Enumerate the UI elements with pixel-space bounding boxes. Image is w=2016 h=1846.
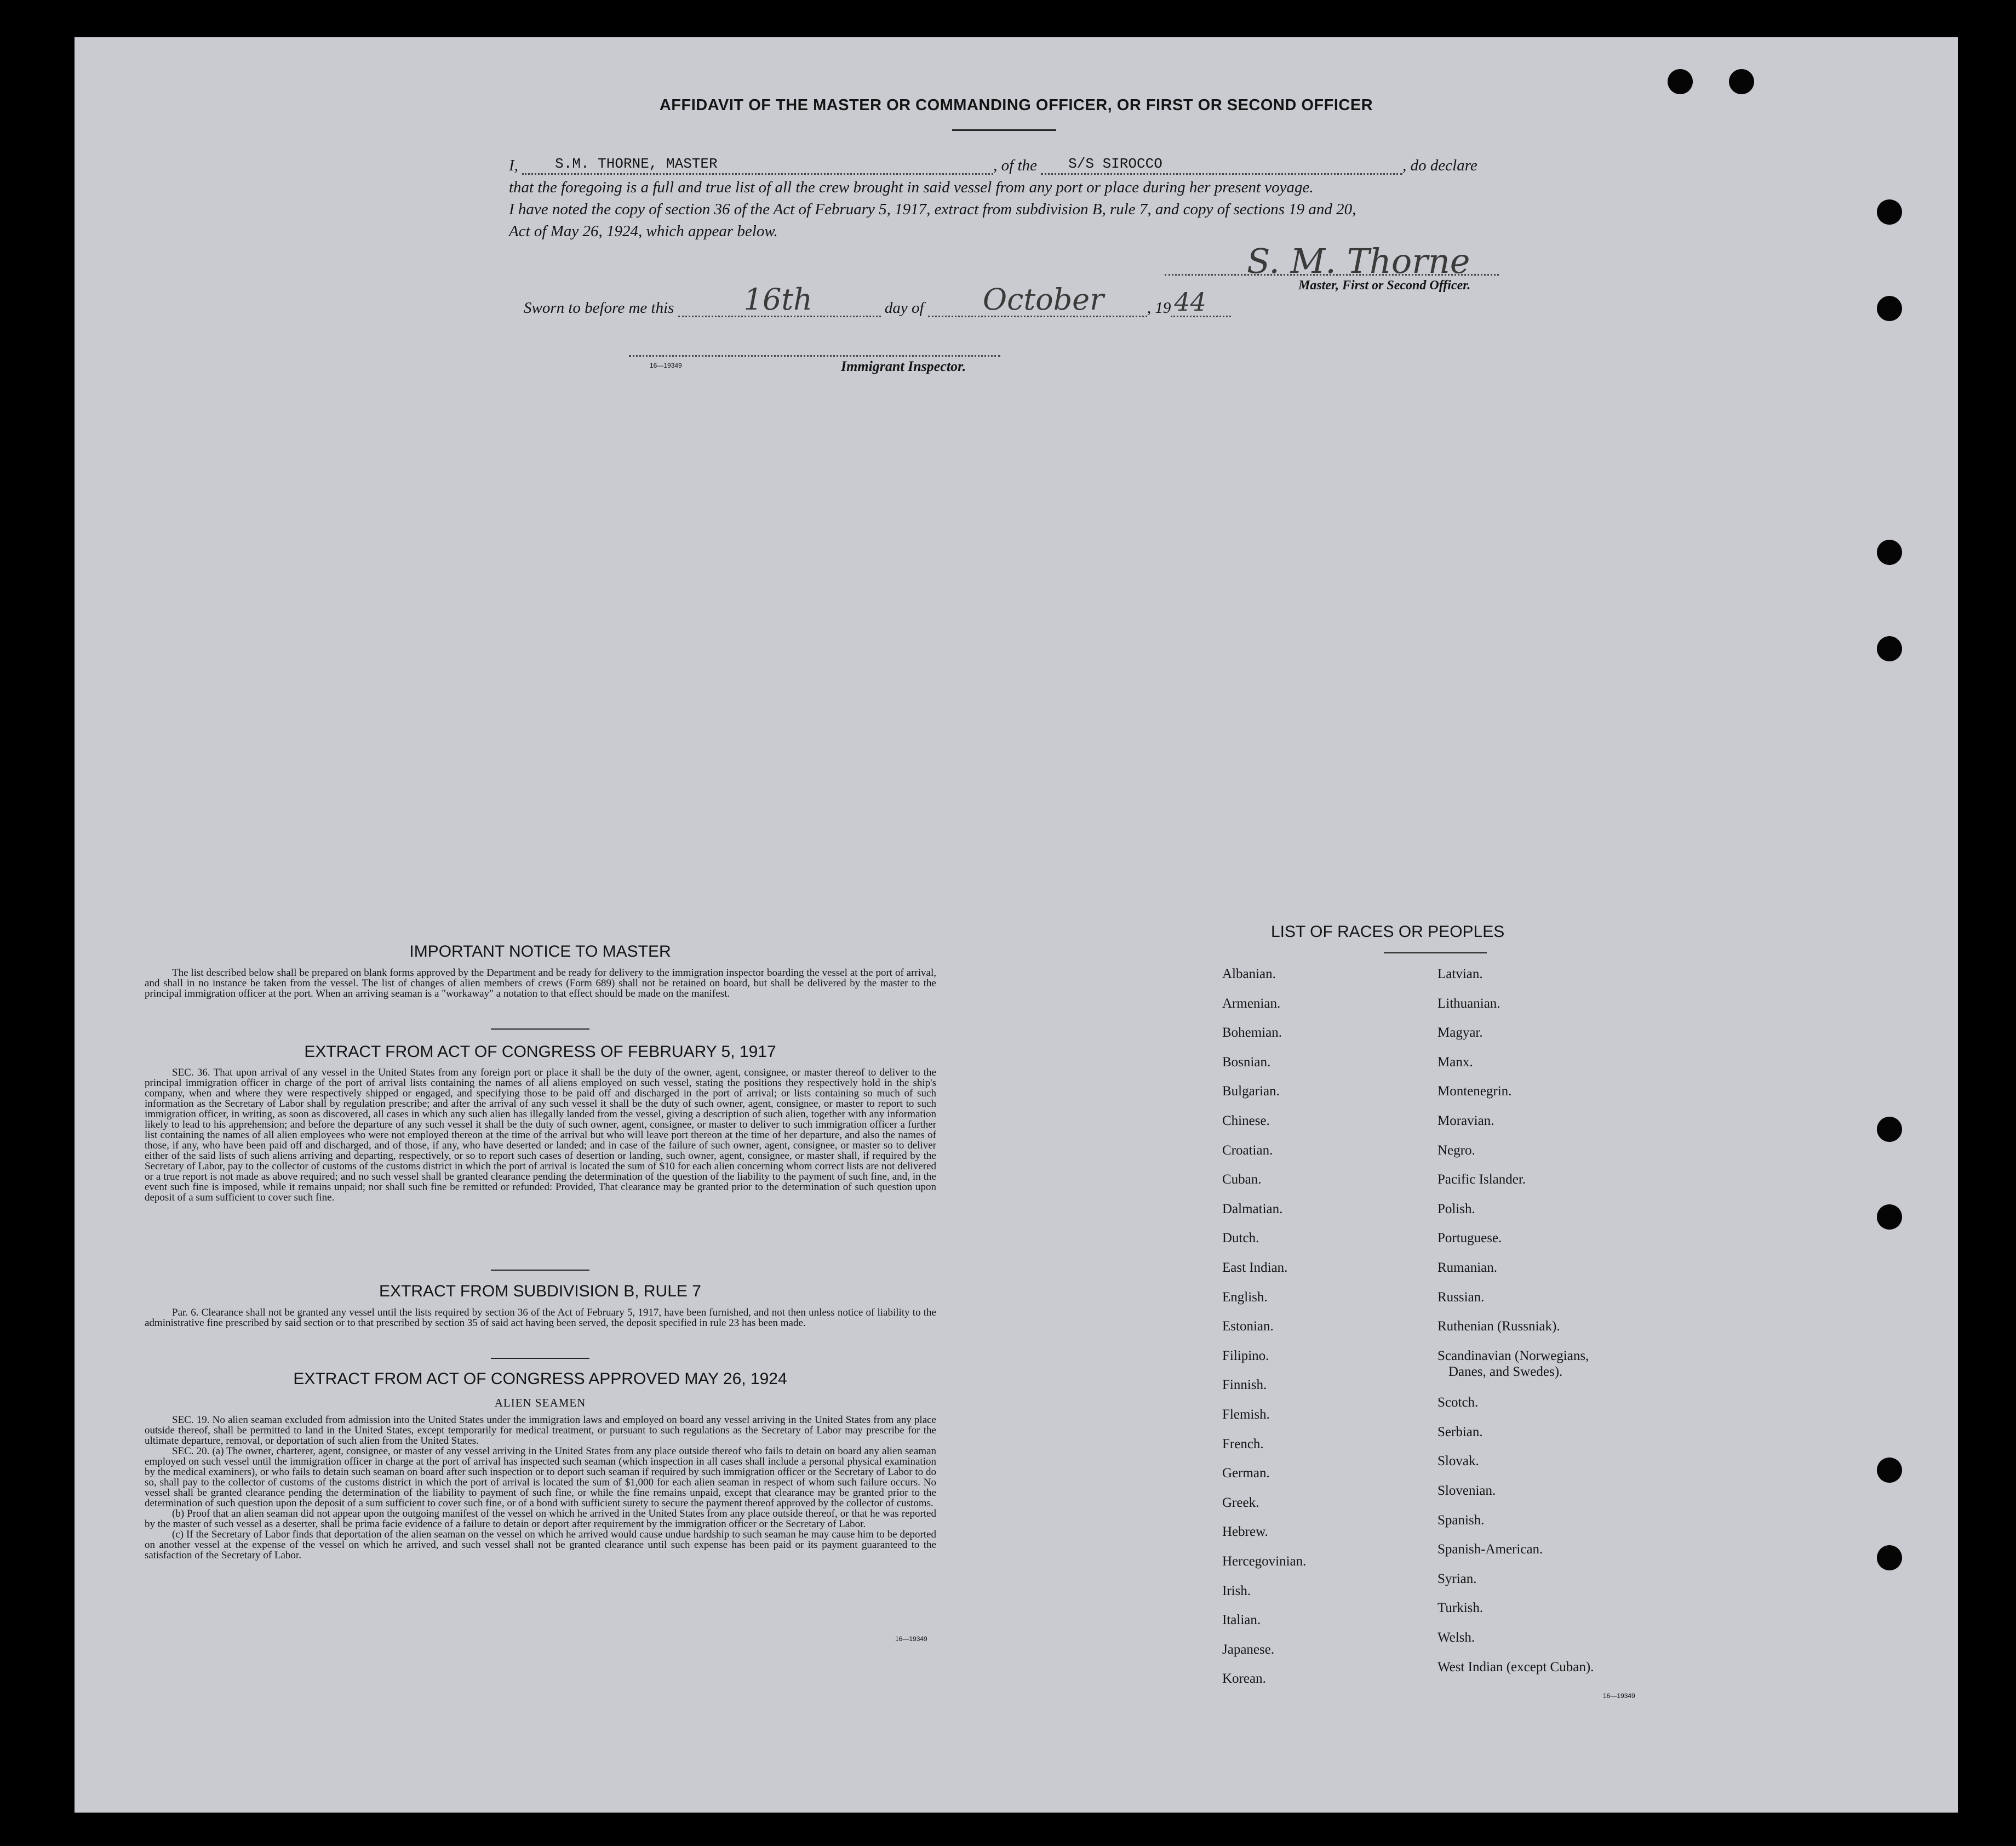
- race-item: Dalmatian.: [1222, 1202, 1283, 1216]
- year-prefix: , 19: [1147, 299, 1171, 317]
- race-item: Scotch.: [1437, 1395, 1479, 1410]
- signature-caption: Master, First or Second Officer.: [1298, 278, 1471, 293]
- race-item: Magyar.: [1437, 1025, 1483, 1040]
- extract-rule7-divider: [491, 1358, 589, 1359]
- punch-hole: [1729, 69, 1754, 94]
- punch-hole: [1877, 296, 1902, 321]
- affidavit-line-3: I have noted the copy of section 36 of the Act of February 5, 1917, extract from subdivision B, rule 7, and copy of sections 19 and 20,: [509, 201, 1356, 218]
- extract-1924-title: EXTRACT FROM ACT OF CONGRESS APPROVED MAY 26, 1924: [293, 1370, 787, 1388]
- sworn-day: 16th: [743, 282, 812, 317]
- race-item: Latvian.: [1437, 967, 1483, 981]
- races-title: LIST OF RACES OR PEOPLES: [1271, 923, 1505, 941]
- race-item: Chinese.: [1222, 1113, 1270, 1128]
- sworn-day-field: [678, 282, 881, 317]
- race-item: Spanish-American.: [1437, 1542, 1543, 1557]
- races-divider: [1384, 952, 1487, 953]
- punch-hole: [1877, 540, 1902, 565]
- race-item: Slovak.: [1437, 1454, 1479, 1468]
- sworn-line: [524, 282, 1231, 317]
- punch-hole: [1877, 1117, 1902, 1142]
- race-item: Cuban.: [1222, 1172, 1262, 1187]
- race-item: Welsh.: [1437, 1630, 1475, 1645]
- race-item: Finnish.: [1222, 1378, 1267, 1392]
- year-field: [1171, 287, 1231, 317]
- line1-suffix: , do declare: [1402, 157, 1477, 174]
- race-item: Italian.: [1222, 1613, 1261, 1627]
- extract-form-number: 16—19349: [895, 1635, 927, 1643]
- sec20c-paragraph: (c) If the Secretary of Labor finds that deportation of the alien seaman on the vessel on which he arrived would cause undue hardship to such seaman he may cause him to be deported on another vessel at the expense of the vessel on which he arrived, and such vessel shall not be granted clearance until such expense has been paid or its payment guaranteed to the satisfaction of the Secretary of Labor.: [145, 1529, 936, 1561]
- extract-rule7-paragraph: Par. 6. Clearance shall not be granted any vessel until the lists required by section 36 of the Act of February 5, 1917, have been furnished, and not then unless notice of liability to the administrative fine prescribed by said section or to that prescribed by section 35 of said act having been served, the deposit specified in rule 23 has been made.: [145, 1307, 936, 1329]
- race-item: Filipino.: [1222, 1348, 1269, 1363]
- extract-rule7-title: EXTRACT FROM SUBDIVISION B, RULE 7: [379, 1282, 701, 1300]
- extract-1917-text: [145, 1067, 936, 1203]
- race-item: Rumanian.: [1437, 1260, 1498, 1275]
- race-item: Scandinavian (Norwegians,: [1437, 1348, 1589, 1363]
- race-item: English.: [1222, 1290, 1268, 1305]
- race-item: Albanian.: [1222, 967, 1276, 981]
- notice-title: IMPORTANT NOTICE TO MASTER: [409, 942, 671, 961]
- sworn-year: 44: [1174, 287, 1206, 317]
- race-item: French.: [1222, 1437, 1264, 1451]
- race-item: Negro.: [1437, 1143, 1475, 1158]
- affidavit-form-number: 16—19349: [650, 362, 682, 369]
- race-item: Korean.: [1222, 1671, 1266, 1686]
- race-item: Moravian.: [1437, 1113, 1494, 1128]
- title-divider: [952, 129, 1056, 131]
- race-item: Irish.: [1222, 1584, 1251, 1598]
- notice-text: [145, 968, 936, 999]
- affidavit-line-1: [509, 157, 1477, 175]
- race-item: Montenegrin.: [1437, 1084, 1512, 1099]
- race-item: Turkish.: [1437, 1601, 1484, 1615]
- affidavit-title: AFFIDAVIT OF THE MASTER OR COMMANDING OFFICER, OR FIRST OR SECOND OFFICER: [659, 96, 1373, 114]
- race-item: Danes, and Swedes).: [1448, 1364, 1563, 1379]
- sec20b-paragraph: (b) Proof that an alien seaman did not appear upon the outgoing manifest of the vessel on which he arrived in the United States from any place outside thereof, or that he was reported by the master of such vessel as a deserter, shall be prima facie evidence of a failure to detain or deport after requirement by the immigration officer or the Secretary of Labor.: [145, 1508, 936, 1530]
- extract-1924-text: [145, 1415, 936, 1561]
- race-item: Bulgarian.: [1222, 1084, 1280, 1099]
- race-item: Armenian.: [1222, 996, 1281, 1011]
- extract-rule7-text: [145, 1307, 936, 1328]
- race-item: Lithuanian.: [1437, 996, 1500, 1011]
- sworn-month: October: [982, 282, 1104, 317]
- master-signature: S. M. Thorne: [1247, 241, 1470, 281]
- race-item: Japanese.: [1222, 1642, 1275, 1657]
- race-item: German.: [1222, 1466, 1270, 1481]
- extract-1924-subtitle: ALIEN SEAMEN: [494, 1396, 586, 1409]
- race-item: West Indian (except Cuban).: [1437, 1660, 1594, 1674]
- notice-divider: [491, 1028, 589, 1030]
- race-item: Syrian.: [1437, 1571, 1477, 1586]
- race-item: Bohemian.: [1222, 1025, 1282, 1040]
- form-sheet: [75, 37, 1958, 1813]
- race-item: Dutch.: [1222, 1231, 1259, 1245]
- race-item: Manx.: [1437, 1055, 1473, 1070]
- race-item: Ruthenian (Russniak).: [1437, 1319, 1560, 1334]
- extract-1917-divider: [491, 1270, 589, 1271]
- sec19-paragraph: SEC. 19. No alien seaman excluded from admission into the United States under the immigration laws and employed on board any vessel arriving in the United States from any place outside thereof, shall be permitted to land in the United States, except temporarily for medical treatment, or pursuant to such regulations as the Secretary of Labor may prescribe for the ultimate departure, removal, or deportation of such alien from the United States.: [145, 1414, 936, 1447]
- punch-hole: [1877, 636, 1902, 661]
- sec20a-paragraph: SEC. 20. (a) The owner, charterer, agent, consignee, or master of any vessel arriving in the United States from any place outside thereof who fails to detain on board any alien seaman employed on such vessel until the immigration officer in charge at the port of arrival has inspected such seaman (which inspection in all cases shall include a personal physical examination by the medical examiners), or who fails to detain such seaman on board after such inspection or to deport such seaman if required by such immigration officer or the Secretary of Labor to do so, shall pay to the collector of customs of the customs district in which the port of arrival is located the sum of $1,000 for each alien seaman in respect of whom such failure occurs. No vessel shall be granted clearance pending the determination of the liability to payment of such fine, or while the fine remains unpaid, except that clearance may be granted prior to the determination of such question upon the deposit of a sum sufficient to cover such fine, or of a bond with sufficient surety to secure the payment thereof approved by the collector of customs.: [145, 1445, 936, 1509]
- race-item: Greek.: [1222, 1495, 1259, 1510]
- punch-hole: [1668, 69, 1693, 94]
- day-of-label: day of: [884, 299, 924, 317]
- race-item: Slovenian.: [1437, 1483, 1496, 1498]
- punch-hole: [1877, 1545, 1902, 1570]
- race-item: Pacific Islander.: [1437, 1172, 1526, 1187]
- race-item: Croatian.: [1222, 1143, 1273, 1158]
- races-form-number: 16—19349: [1603, 1692, 1635, 1700]
- race-item: Polish.: [1437, 1202, 1475, 1216]
- notice-paragraph: The list described below shall be prepared on blank forms approved by the Department and be ready for delivery to the immigration inspector boarding the vessel at the port of arrival, and shall in no instance be taken from the vessel. The list of changes of alien members of crews (Form 689) shall not be retained on board, but shall be delivered by the master to the principal immigration officer at the port. When an arriving seaman is a "workaway" a notation to that effect should be made on the manifest.: [145, 967, 936, 999]
- race-item: Hebrew.: [1222, 1524, 1268, 1539]
- inspector-line: [629, 355, 1000, 357]
- vessel-name-field: [1041, 157, 1402, 175]
- line1-of: , of the: [993, 157, 1037, 174]
- race-item: Portuguese.: [1437, 1231, 1502, 1245]
- line1-prefix: I,: [509, 157, 518, 174]
- race-item: Flemish.: [1222, 1407, 1270, 1422]
- race-item: Russian.: [1437, 1290, 1485, 1305]
- master-name-field: [522, 157, 993, 175]
- punch-hole: [1877, 1204, 1902, 1230]
- vessel-name: S/S SIROCCO: [1068, 156, 1162, 172]
- master-name: S.M. THORNE, MASTER: [555, 156, 718, 172]
- race-item: Estonian.: [1222, 1319, 1274, 1334]
- race-item: East Indian.: [1222, 1260, 1288, 1275]
- race-item: Bosnian.: [1222, 1055, 1271, 1070]
- affidavit-line-2: that the foregoing is a full and true list of all the crew brought in said vessel from any port or place during her present voyage.: [509, 179, 1314, 196]
- sworn-month-field: [928, 282, 1147, 317]
- race-item: Spanish.: [1437, 1513, 1485, 1528]
- punch-hole: [1877, 199, 1902, 225]
- extract-1917-paragraph: SEC. 36. That upon arrival of any vessel in the United States from any foreign port or place it shall be the duty of the owner, agent, consignee, or master thereof to deliver to the principal immigration officer in charge of the port of arrival lists containing the names of all aliens employed on such vessel, stating the positions they respectively hold in the ship's company, when and where they were respectively shipped or engaged, and specifying those to be paid off and discharged in the port of arrival; or lists containing so much of such information as the Secretary of Labor shall by regulation prescribe; and after the arrival of any such vessel it shall be the duty of such owner, agent, consignee, or master to report to such immigration officer, in writing, as soon as discovered, all cases in which any such alien has illegally landed from the vessel, giving a description of such alien, together with any information likely to lead to his apprehension; and before the departure of any such vessel it shall be the duty of such owner, agent, consignee, or master to deliver to such immigration officer a further list containing the names of all alien employees who were not employed thereon at the time of the arrival but who will leave port thereon at the time of her departure, and also the names of those, if any, who have been paid off and discharged, and of those, if any, who have deserted or landed; and in case of the failure of such owner, agent, consignee, or master so to deliver either of the said lists of such aliens arriving and departing, respectively, or so to report such cases of desertion or landing, such owner, agent, consignee, or master shall, if required by the Secretary of Labor, pay to the collector of customs of the customs district in which the port of arrival is located the sum of $10 for each alien concerning whom correct lists are not delivered or a true report is not made as above required; and no such vessel shall be granted clearance pending the determination of the question of the liability to the payment of such fine, and, in the event such fine is imposed, while it remains unpaid; nor shall such fine be remitted or refunded: Provided, That clearance may be granted prior to the determination of such question upon deposit of a sum sufficient to cover such fine.: [145, 1067, 936, 1203]
- sworn-prefix: Sworn to before me this: [524, 299, 674, 317]
- race-item: Serbian.: [1437, 1425, 1483, 1439]
- race-item: Hercegovinian.: [1222, 1554, 1307, 1569]
- affidavit-line-4: Act of May 26, 1924, which appear below.: [509, 222, 778, 240]
- extract-1917-title: EXTRACT FROM ACT OF CONGRESS OF FEBRUARY 5, 1917: [304, 1043, 776, 1061]
- punch-hole: [1877, 1458, 1902, 1483]
- inspector-caption: Immigrant Inspector.: [841, 358, 966, 374]
